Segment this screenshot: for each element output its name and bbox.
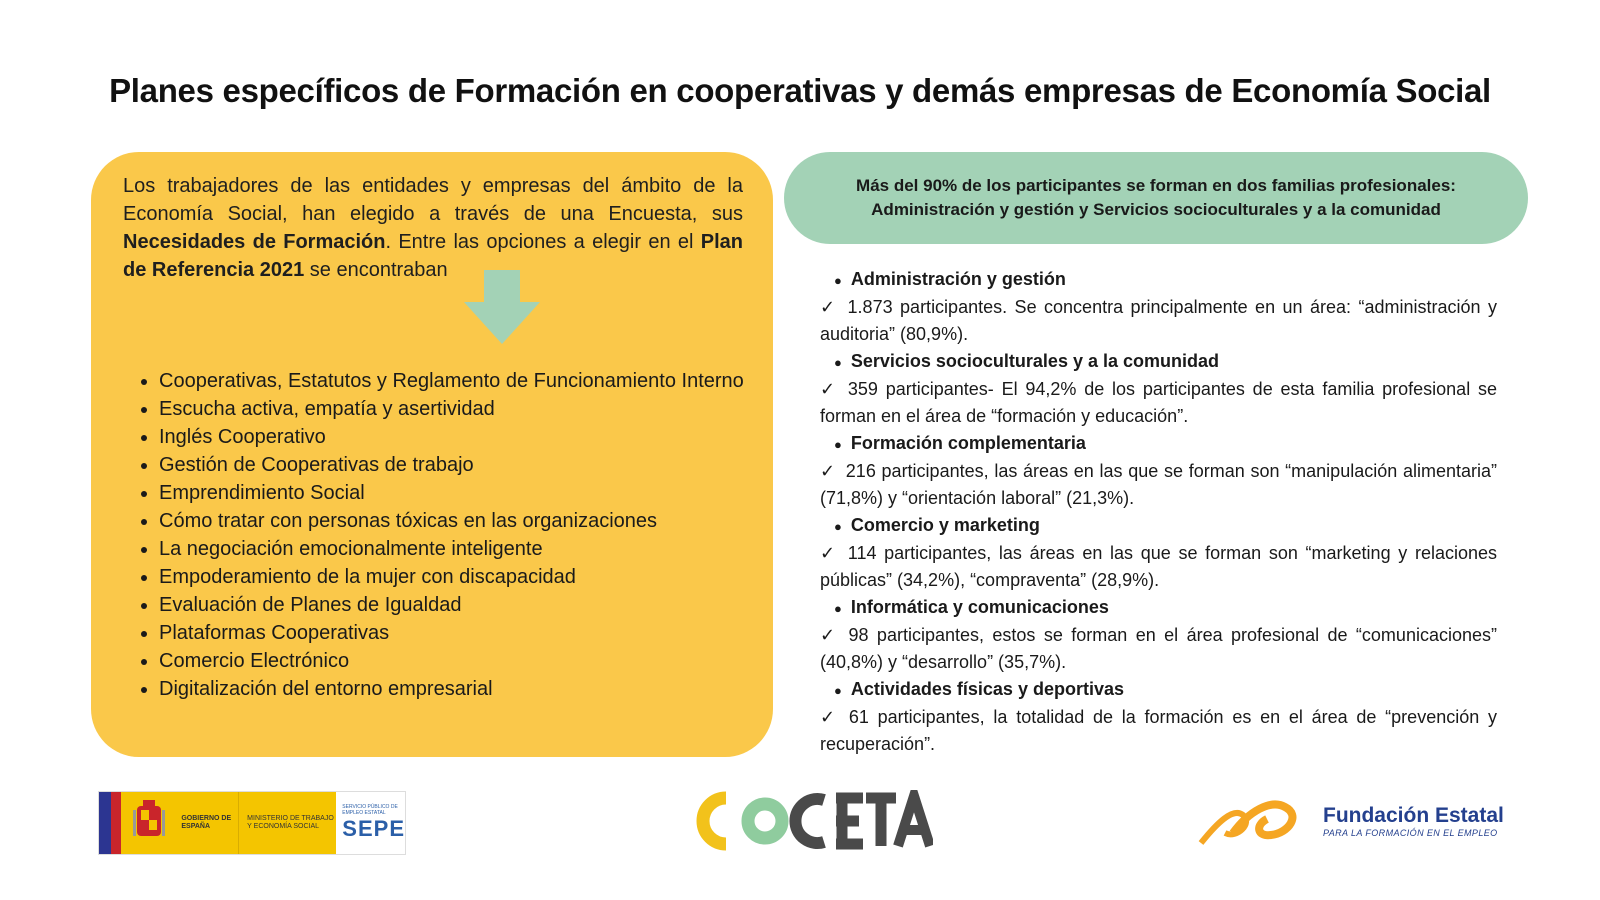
list-item: • Gestión de Cooperativas de trabajo [159,451,779,479]
bullet-icon: ● [834,601,842,616]
training-needs-card [91,152,773,757]
list-item: • Inglés Cooperativo [159,423,779,451]
family-name: Comercio y marketing [850,515,1040,535]
ministry-label: MINISTERIO DE TRABAJO Y ECONOMÍA SOCIAL [238,792,336,854]
page-title: Planes específicos de Formación en cooperativas y demás empresas de Economía Social [109,72,1491,109]
list-item: • La negociación emocionalmente inteligente [159,535,779,563]
eu-flag-stripe [99,792,121,854]
family-description: 216 participantes, las áreas en las que se forman son “manipulación alimentaria” (71,8%) y “orientación laboral” (21,3%). [820,461,1497,508]
list-item: • Emprendimiento Social [159,479,779,507]
family-name: Formación complementaria [850,433,1086,453]
family-name: Administración y gestión [850,269,1066,289]
family-name: Actividades físicas y deportivas [850,679,1124,699]
intro-text: Los trabajadores de las entidades y empresas del ámbito de la Economía Social, han elegido a través de una Encuesta, sus Necesidades de Formación. Entre las opciones a elegir en el Plan de Referencia 2021 se encontraban [123,175,743,281]
fundae-name: Fundación Estatal [1323,804,1504,827]
list-item: • Plataformas Cooperativas [159,619,779,647]
check-icon: ✓ [820,625,839,645]
family-item [820,430,1497,512]
sepe-wordmark: SEPE [342,816,405,841]
coceta-wordmark [693,790,933,852]
fundae-symbol-icon [1197,793,1313,849]
fundae-subtitle: PARA LA FORMACIÓN EN EL EMPLEO [1323,828,1498,838]
check-icon: ✓ [820,461,836,481]
check-icon: ✓ [820,379,838,399]
list-item: • Escucha activa, empatía y asertividad [159,395,779,423]
list-item: • Digitalización del entorno empresarial [159,675,779,703]
government-logo [98,791,406,855]
family-description: 61 participantes, la totalidad de la formación es en el área de “prevención y recuperación”. [820,707,1497,754]
family-name: Servicios socioculturales y a la comunidad [850,351,1219,371]
family-item [820,594,1497,676]
family-description: 1.873 participantes. Se concentra principalmente en un área: “administración y auditoria” (80,9%). [820,297,1497,344]
family-item [820,348,1497,430]
family-item [820,266,1497,348]
coat-of-arms-icon [121,792,178,854]
fundae-logo [1197,791,1504,851]
check-icon: ✓ [820,543,838,563]
sepe-subtitle: SERVICIO PÚBLICO DE EMPLEO ESTATAL [342,804,398,816]
family-name: Informática y comunicaciones [850,597,1109,617]
list-item: • Evaluación de Planes de Igualdad [159,591,779,619]
family-description: 359 participantes- El 94,2% de los participantes de esta familia profesional se forman en el área de “formación y educación”. [820,379,1497,426]
family-description: 114 participantes, las áreas en las que se forman son “marketing y relaciones públicas” (34,2%), “compraventa” (28,9%). [820,543,1497,590]
banner-line-2: Administración y gestión y Servicios socioculturales y a la comunidad [871,200,1441,219]
bullet-icon: ● [834,273,842,288]
check-icon: ✓ [820,707,839,727]
bullet-icon: ● [834,683,842,698]
bullet-icon: ● [834,355,842,370]
down-arrow-icon [464,270,540,344]
family-item [820,676,1497,758]
banner-line-1: Más del 90% de los participantes se forman en dos familias profesionales: [856,176,1456,195]
bullet-icon: ● [834,437,842,452]
bullet-icon: ● [834,519,842,534]
check-icon: ✓ [820,297,838,317]
families-list [820,266,1497,758]
topic-list [123,367,779,703]
coceta-logo [693,790,933,852]
gov-spain-label: GOBIERNO DE ESPAÑA [177,792,238,854]
sepe-logo [336,792,405,854]
list-item: • Cooperativas, Estatutos y Reglamento de Funcionamiento Interno [159,367,779,395]
list-item: • Cómo tratar con personas tóxicas en las organizaciones [159,507,779,535]
family-description: 98 participantes, estos se forman en el área profesional de “comunicaciones” (40,8%) y “desarrollo” (35,7%). [820,625,1497,672]
family-item [820,512,1497,594]
summary-banner [784,152,1528,244]
list-item: • Comercio Electrónico [159,647,779,675]
list-item: • Empoderamiento de la mujer con discapacidad [159,563,779,591]
